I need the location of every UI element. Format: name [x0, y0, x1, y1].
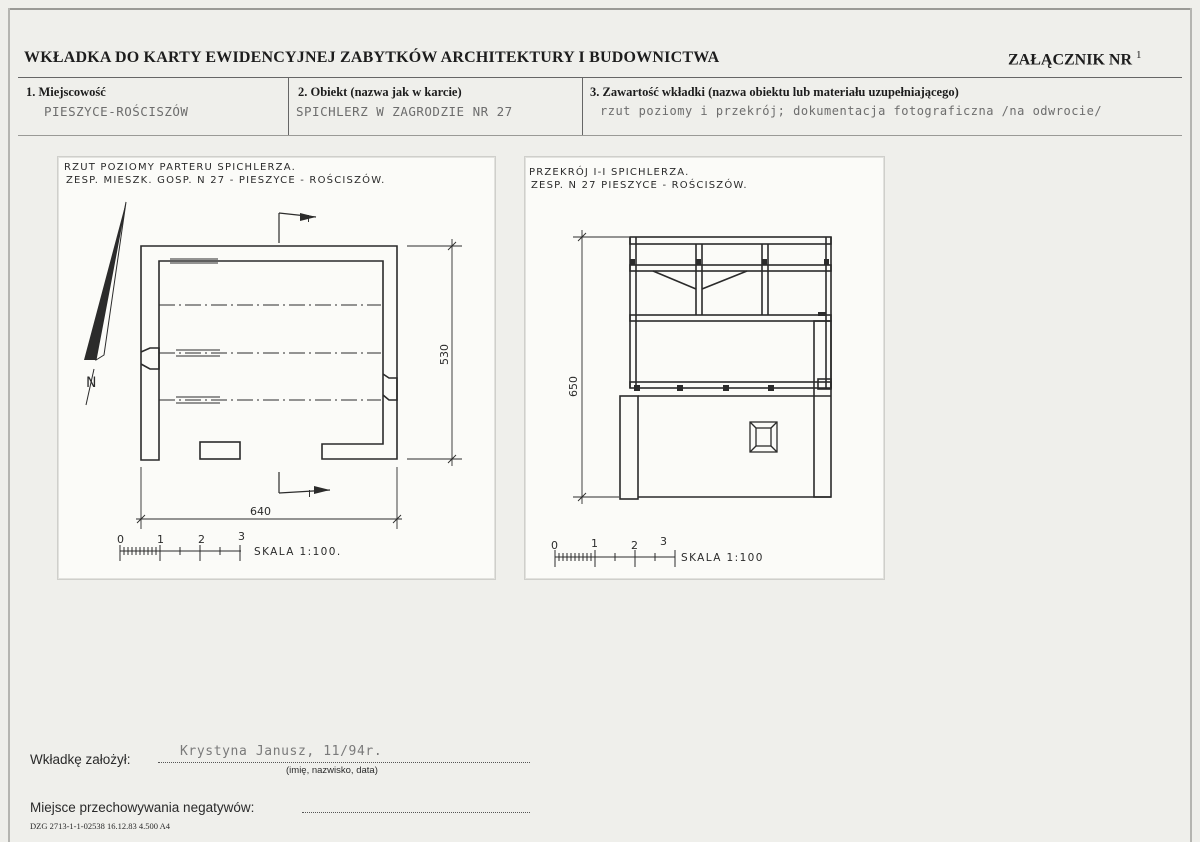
locality-value: PIESZYCE-ROŚCISZÓW: [44, 104, 189, 119]
column-divider-1: [288, 77, 289, 135]
plan-caption-2: ZESP. MIESZK. GOSP. N 27 - PIESZYCE - ROŚCISZÓW.: [66, 175, 386, 186]
plan-scale-label: SKALA 1:100.: [254, 546, 342, 558]
plan-scale-bar: [120, 545, 241, 561]
author-field-line: [158, 762, 530, 763]
sheet-top-border: [8, 8, 1192, 10]
annex-label-text: ZAŁĄCZNIK NR: [1008, 51, 1133, 69]
object-value: SPICHLERZ W ZAGRODZIE NR 27: [296, 104, 513, 119]
object-label: 2. Obiekt (nazwa jak w karcie): [298, 85, 462, 99]
sheet-right-border: [1190, 8, 1192, 842]
section-scale-tick-0: 0: [551, 539, 558, 552]
dimension-width: [136, 467, 402, 529]
section-mark-bottom: [279, 472, 330, 494]
plan-scale-tick-1: 1: [157, 533, 164, 546]
negatives-label: Miejsce przechowywania negatywów:: [30, 800, 255, 815]
section-scale-tick-3: 3: [660, 535, 667, 548]
north-label: N: [86, 375, 97, 391]
section-hatch-opening: [750, 422, 777, 452]
section-caption-1: PRZEKRÓJ I-I SPICHLERZA.: [529, 167, 690, 178]
section-mark-top-label: I: [307, 214, 310, 225]
sheet-left-border: [8, 8, 10, 842]
negatives-field-line: [302, 812, 530, 813]
dimension-width-label: 640: [250, 505, 271, 518]
author-label: Wkładkę założył:: [30, 752, 131, 767]
print-code: DZG 2713-1-1-02538 16.12.83 4.500 A4: [30, 821, 171, 831]
dimension-depth-label: 530: [438, 344, 451, 365]
section-scale-label: SKALA 1:100: [681, 552, 764, 564]
beam-markers: [170, 259, 220, 403]
floor-plan-drawing: [57, 156, 496, 580]
section-scale-bar: [555, 550, 675, 567]
plan-caption-1: RZUT POZIOMY PARTERU SPICHLERZA.: [64, 162, 296, 173]
section-mark-bottom-label: I: [308, 489, 311, 500]
plan-scale-tick-2: 2: [198, 533, 205, 546]
section-caption-2: ZESP. N 27 PIESZYCE - ROŚCISZÓW.: [531, 180, 748, 191]
annex-number: 1: [1136, 49, 1142, 61]
section-structure: [620, 237, 831, 499]
fields-rule: [18, 135, 1182, 136]
header-rule: [18, 77, 1182, 78]
annex-label: [1008, 49, 1142, 69]
cross-section-drawing: [524, 156, 885, 580]
plan-scale-tick-0: 0: [117, 533, 124, 546]
plan-scale-tick-3: 3: [238, 530, 245, 543]
column-divider-2: [582, 77, 583, 135]
dimension-height-label: 650: [567, 376, 580, 397]
contents-value: rzut poziomy i przekrój; dokumentacja fotograficzna /na odwrocie/: [600, 104, 1103, 118]
dimension-depth: [407, 239, 462, 466]
locality-label: 1. Miejscowość: [26, 85, 106, 99]
floor-plan-svg: [58, 157, 495, 579]
contents-label: 3. Zawartość wkładki (nazwa obiektu lub materiału uzupełniającego): [590, 85, 959, 99]
section-mark-top: [279, 213, 316, 243]
author-hint: (imię, nazwisko, data): [286, 765, 378, 776]
author-value: Krystyna Janusz, 11/94r.: [180, 744, 383, 759]
plan-beams: [159, 261, 381, 400]
section-scale-tick-2: 2: [631, 539, 638, 552]
document-title: WKŁADKA DO KARTY EWIDENCYJNEJ ZABYTKÓW ARCHITEKTURY I BUDOWNICTWA: [24, 49, 720, 66]
cross-section-svg: [525, 157, 884, 579]
section-scale-tick-1: 1: [591, 537, 598, 550]
